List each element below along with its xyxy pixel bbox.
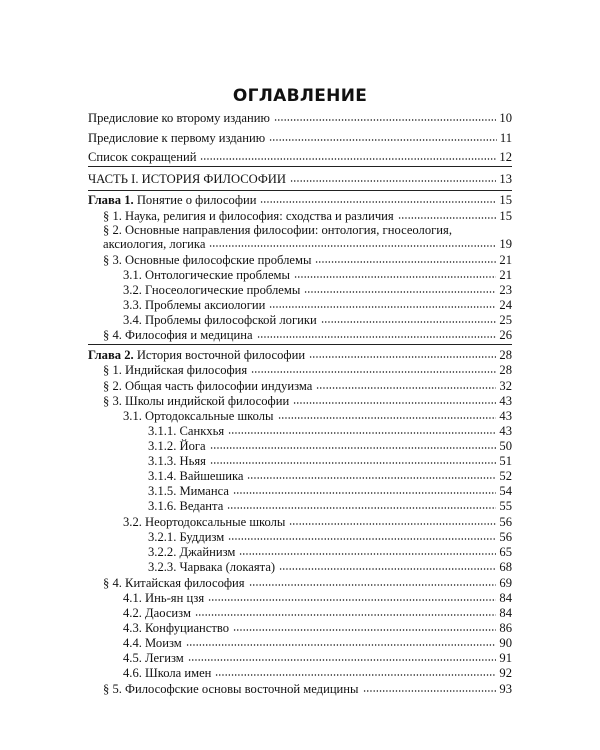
toc-entry[interactable]	[123, 409, 512, 423]
toc-entry-label: § 3. Школы индийской философии	[103, 394, 290, 408]
toc-entry[interactable]	[123, 606, 512, 620]
toc-page-number: 21	[499, 253, 512, 267]
toc-entry-label: 3.2.1. Буддизм	[148, 530, 225, 544]
toc-page-number: 51	[499, 454, 512, 468]
chapter-title: История восточной философии	[136, 348, 306, 362]
toc-entry-label: 4.4. Моизм	[123, 636, 182, 650]
toc-page-number: 26	[499, 328, 512, 342]
toc-page-number: 12	[499, 150, 512, 164]
dot-leader	[309, 355, 496, 359]
toc-entry[interactable]	[148, 499, 512, 513]
toc-page-number: 10	[499, 111, 512, 125]
toc-entry-label: § 1. Индийская философия	[103, 363, 248, 377]
toc-entry-label	[88, 348, 305, 362]
toc-page-number: 28	[499, 363, 512, 377]
toc-chapter-entry[interactable]	[88, 348, 512, 362]
dot-leader	[294, 275, 496, 279]
toc-page-number: 50	[499, 439, 512, 453]
toc-entry[interactable]	[148, 530, 512, 544]
section-divider	[88, 344, 512, 345]
toc-page-number: 43	[499, 409, 512, 423]
toc-page-number: 25	[499, 313, 512, 327]
dot-leader	[188, 658, 497, 662]
toc-entry-label: 3.1.5. Миманса	[148, 484, 229, 498]
toc-entry-label: 4.2. Даосизм	[123, 606, 191, 620]
toc-entry[interactable]	[103, 379, 512, 393]
toc-page-number: 19	[499, 237, 512, 251]
toc-page-number: 54	[499, 484, 512, 498]
dot-leader	[290, 179, 496, 183]
toc-entry-label: 3.1.4. Вайшешика	[148, 469, 244, 483]
toc-page-number: 43	[499, 394, 512, 408]
dot-leader	[321, 320, 497, 324]
toc-entry-label: 3.4. Проблемы философской логики	[123, 313, 317, 327]
toc-entry[interactable]	[148, 545, 512, 559]
toc-entry-label: аксиология, логика	[103, 237, 206, 251]
toc-page-number: 55	[499, 499, 512, 513]
toc-entry[interactable]	[103, 209, 512, 223]
toc-entry[interactable]	[148, 484, 512, 498]
toc-page-number: 13	[499, 172, 512, 186]
dot-leader	[260, 200, 496, 204]
toc-entry[interactable]	[88, 111, 512, 125]
toc-entry-label: 3.1.3. Ньяя	[148, 454, 206, 468]
toc-page-number: 23	[499, 283, 512, 297]
toc-entry[interactable]	[148, 560, 512, 574]
toc-entry[interactable]	[103, 394, 512, 408]
toc-page-number: 28	[499, 348, 512, 362]
toc-entry[interactable]	[123, 636, 512, 650]
toc-entry-label: § 1. Наука, религия и философия: сходства и различия	[103, 209, 394, 223]
toc-entry-label: 3.2. Неортодоксальные школы	[123, 515, 286, 529]
toc-page-number: 43	[499, 424, 512, 438]
toc-page-number: 21	[499, 268, 512, 282]
toc-entry[interactable]	[103, 237, 512, 251]
dot-leader	[316, 386, 496, 390]
dot-leader	[274, 118, 497, 122]
toc-entry[interactable]	[123, 621, 512, 635]
page-title: ОГЛАВЛЕНИЕ	[232, 86, 368, 106]
toc-page-number: 11	[499, 131, 512, 145]
dot-leader	[210, 461, 496, 465]
toc-entry[interactable]	[103, 253, 512, 267]
toc-entry[interactable]	[123, 515, 512, 529]
toc-entry-label: ЧАСТЬ I. ИСТОРИЯ ФИЛОСОФИИ	[88, 172, 287, 186]
toc-page-number: 52	[499, 469, 512, 483]
dot-leader	[304, 290, 496, 294]
toc-entry[interactable]	[123, 591, 512, 605]
toc-entry-label: § 2. Общая часть философии индуизма	[103, 379, 313, 393]
toc-page-number: 93	[499, 682, 512, 696]
toc-page-number: 32	[499, 379, 512, 393]
section-divider	[88, 190, 512, 191]
dot-leader	[195, 613, 496, 617]
toc-entry[interactable]	[123, 313, 512, 327]
dot-leader	[233, 628, 496, 632]
dot-leader	[293, 401, 496, 405]
toc-entry[interactable]	[103, 328, 512, 342]
dot-leader	[257, 335, 497, 339]
dot-leader	[227, 506, 496, 510]
toc-entry[interactable]	[123, 298, 512, 312]
toc-entry-label	[88, 193, 256, 207]
chapter-prefix: Глава 2.	[88, 348, 134, 362]
dot-leader	[363, 689, 497, 693]
toc-part-entry[interactable]	[88, 172, 512, 186]
toc-entry[interactable]	[103, 363, 512, 377]
dot-leader	[215, 673, 496, 677]
chapter-title: Понятие о философии	[136, 193, 257, 207]
toc-page-number: 91	[499, 651, 512, 665]
toc-entry[interactable]	[148, 439, 512, 453]
dot-leader	[228, 431, 496, 435]
toc-page-number: 92	[499, 666, 512, 680]
dot-leader	[279, 567, 496, 571]
dot-leader	[251, 370, 496, 374]
dot-leader	[249, 583, 497, 587]
toc-page-number: 24	[499, 298, 512, 312]
toc-entry[interactable]	[103, 576, 512, 590]
dot-leader	[228, 537, 496, 541]
toc-entry[interactable]	[123, 651, 512, 665]
toc-entry[interactable]	[148, 469, 512, 483]
toc-entry-label: 4.5. Легизм	[123, 651, 184, 665]
dot-leader	[315, 260, 496, 264]
toc-entry-label[interactable]: § 2. Основные направления философии: онтология, гносеология,	[103, 223, 452, 237]
toc-entry[interactable]	[88, 150, 512, 164]
dot-leader	[398, 216, 497, 220]
chapter-prefix: Глава 1.	[88, 193, 134, 207]
dot-leader	[239, 552, 496, 556]
toc-entry[interactable]	[148, 424, 512, 438]
toc-entry-label: § 4. Китайская философия	[103, 576, 245, 590]
toc-entry[interactable]	[123, 283, 512, 297]
toc-page-number: 56	[499, 515, 512, 529]
toc-page-number: 56	[499, 530, 512, 544]
dot-leader	[209, 244, 496, 248]
toc-entry-label: 4.1. Инь-ян цзя	[123, 591, 205, 605]
dot-leader	[233, 491, 496, 495]
dot-leader	[200, 157, 496, 161]
toc-entry-label: 3.1. Онтологические проблемы	[123, 268, 290, 282]
toc-entry-label: § 3. Основные философские проблемы	[103, 253, 312, 267]
toc-page-number: 84	[499, 606, 512, 620]
toc-page-number: 15	[499, 193, 512, 207]
toc-page-number: 69	[499, 576, 512, 590]
dot-leader	[269, 138, 497, 142]
section-divider	[88, 166, 512, 167]
toc-entry-label: Предисловие ко второму изданию	[88, 111, 270, 125]
dot-leader	[186, 643, 497, 647]
toc-entry-label: § 4. Философия и медицина	[103, 328, 253, 342]
dot-leader	[210, 446, 497, 450]
toc-entry-label: 3.1. Ортодоксальные школы	[123, 409, 274, 423]
toc-entry-label: 4.3. Конфуцианство	[123, 621, 230, 635]
toc-entry[interactable]	[88, 131, 512, 145]
toc-entry[interactable]	[148, 454, 512, 468]
toc-page-number: 68	[499, 560, 512, 574]
toc-entry-label: 3.1.1. Санкхья	[148, 424, 225, 438]
dot-leader	[208, 598, 496, 602]
toc-page-number: 15	[499, 209, 512, 223]
toc-entry-label: § 5. Философские основы восточной медицины	[103, 682, 359, 696]
toc-entry[interactable]	[123, 268, 512, 282]
toc-entry-label: 3.3. Проблемы аксиологии	[123, 298, 266, 312]
toc-entry[interactable]	[123, 666, 512, 680]
toc-page-number: 65	[499, 545, 512, 559]
toc-page-number: 90	[499, 636, 512, 650]
toc-page-number: 86	[499, 621, 512, 635]
toc-entry-label: 3.2. Гносеологические проблемы	[123, 283, 301, 297]
toc-entry[interactable]	[103, 682, 512, 696]
toc-chapter-entry[interactable]	[88, 193, 512, 207]
dot-leader	[247, 476, 496, 480]
dot-leader	[269, 305, 496, 309]
toc-entry-label: 3.2.2. Джайнизм	[148, 545, 236, 559]
toc-entry-label: 3.1.2. Йога	[148, 439, 206, 453]
toc-page-number: 84	[499, 591, 512, 605]
toc-entry-label: 3.2.3. Чарвака (локаята)	[148, 560, 276, 574]
toc-entry-label: Список сокращений	[88, 150, 197, 164]
toc-entry-label: 3.1.6. Веданта	[148, 499, 224, 513]
toc-entry-label: Предисловие к первому изданию	[88, 131, 266, 145]
dot-leader	[289, 522, 496, 526]
toc-entry-label: 4.6. Школа имен	[123, 666, 212, 680]
dot-leader	[278, 416, 497, 420]
